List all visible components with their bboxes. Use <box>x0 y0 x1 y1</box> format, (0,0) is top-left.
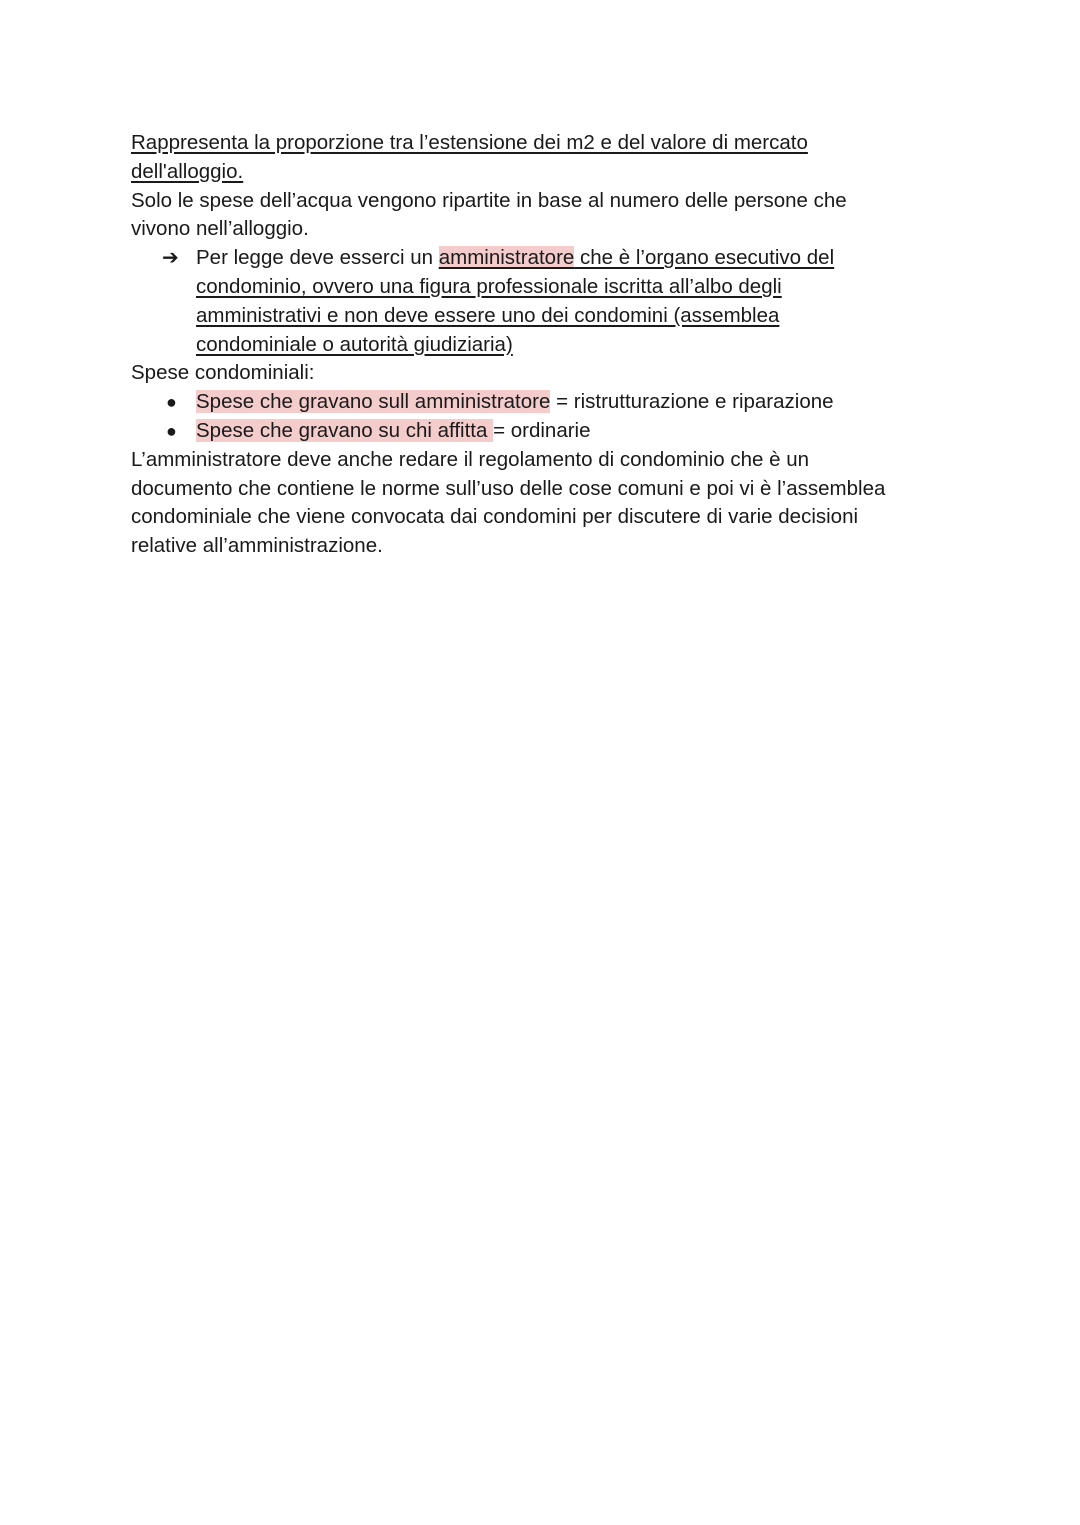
arrow-line-2: condominio, ovvero una figura professionale iscritta all’albo degli <box>196 274 782 298</box>
closing-line-3: condominiale che viene convocata dai condomini per discutere di varie decisioni <box>131 505 859 529</box>
arrow-lead: Per legge deve esserci un <box>196 246 439 270</box>
arrow-list-item <box>131 244 951 359</box>
intro-line-2: dell'alloggio. <box>131 159 244 183</box>
document-page <box>131 129 951 561</box>
arrow-line-1 <box>196 244 951 273</box>
arrow-line-1-rest: che è l’organo esecutivo del <box>574 246 835 270</box>
bullet-item <box>131 388 951 417</box>
bullet-icon: ● <box>166 392 177 413</box>
closing-line-2: documento che contiene le norme sull’uso delle cose comuni e poi vi è l’assemblea <box>131 476 886 500</box>
bullet-icon: ● <box>166 420 177 441</box>
bullet-rest: = ristrutturazione e riparazione <box>550 390 834 414</box>
bullet-item <box>131 417 951 446</box>
closing-line-4: relative all’amministrazione. <box>131 534 383 558</box>
bullet-rest: = ordinarie <box>493 418 591 442</box>
spese-heading: Spese condominiali: <box>131 361 315 385</box>
closing-line-1: L’amministratore deve anche redare il regolamento di condominio che è un <box>131 447 810 471</box>
spese-bullet-list <box>131 388 951 446</box>
bullet-highlight: Spese che gravano sull amministratore <box>196 390 551 414</box>
water-line-2: vivono nell’alloggio. <box>131 217 309 241</box>
highlight-amministratore: amministratore <box>438 246 575 270</box>
water-line-1: Solo le spese dell’acqua vengono ripartite in base al numero delle persone che <box>131 188 847 212</box>
intro-line-1: Rappresenta la proporzione tra l’estensione dei m2 e del valore di mercato <box>131 131 808 154</box>
arrow-icon: ➔ <box>162 247 179 270</box>
bullet-highlight: Spese che gravano su chi affitta <box>196 418 494 442</box>
arrow-line-3: amministrativi e non deve essere uno dei condomini (assemblea <box>196 303 780 327</box>
arrow-line-4: condominiale o autorità giudiziaria) <box>196 332 513 356</box>
